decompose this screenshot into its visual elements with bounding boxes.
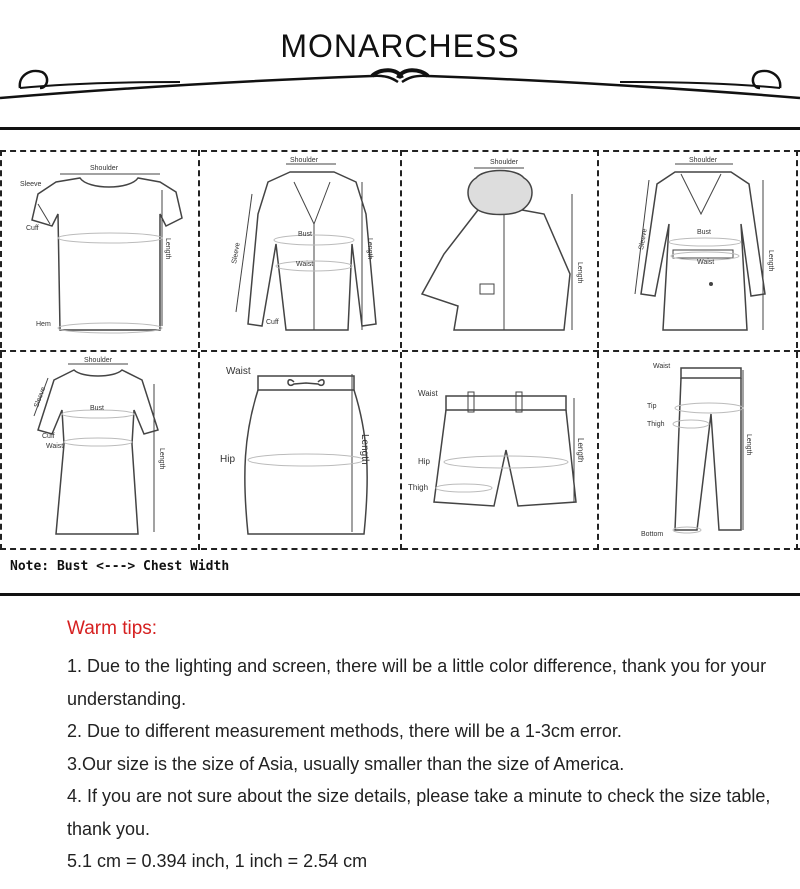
bust-note: Note: Bust <---> Chest Width — [10, 559, 230, 574]
grid-line — [400, 150, 402, 550]
grid-line — [796, 150, 798, 550]
cape-diagram — [404, 154, 596, 348]
tip-item: 2. Due to different measurement methods, there will be a 1-3cm error. — [67, 721, 622, 741]
length-label: Length — [164, 238, 171, 260]
waist-label: Waist — [296, 261, 314, 268]
shorts-diagram — [404, 354, 596, 546]
length-label: Length — [576, 438, 585, 463]
tips-title: Warm tips: — [67, 618, 158, 639]
bottom-rule — [0, 593, 800, 596]
tip-item: 3.Our size is the size of Asia, usually smaller than the size of America. — [67, 753, 625, 774]
shoulder-label: Shoulder — [290, 157, 319, 164]
waist-label: Waist — [46, 443, 64, 450]
tshirt-diagram — [4, 154, 196, 348]
pants-diagram — [601, 354, 794, 546]
sleeve-label: Sleeve — [638, 228, 649, 251]
brand-title: MONARCHESS — [280, 28, 520, 64]
tip-item: 4. If you are not sure about the size details, please take a minute to check the size table, thank you. — [67, 786, 771, 839]
length-label: Length — [767, 250, 774, 272]
sleeve-label: Sleeve — [33, 386, 48, 409]
tip-label: Tip — [647, 403, 657, 410]
shoulder-label: Shoulder — [689, 157, 718, 164]
tip-item: 1. Due to the lighting and screen, there will be a little color difference, thank you for your understanding. — [67, 656, 767, 709]
top-rule — [0, 127, 800, 130]
cuff-label: Cuff — [266, 319, 279, 326]
sleeve-label: Sleeve — [20, 181, 42, 188]
waist-label: Waist — [697, 259, 715, 266]
shoulder-label: Shoulder — [84, 357, 113, 364]
grid-line — [198, 150, 200, 550]
decorative-flourish — [0, 58, 800, 108]
coat-diagram — [601, 154, 794, 348]
length-label: Length — [158, 448, 165, 470]
thigh-label: Thigh — [647, 421, 665, 428]
grid-line — [597, 150, 599, 550]
hip-label: Hip — [220, 454, 236, 465]
sleeve-label: Sleeve — [231, 242, 242, 265]
cuff-label: Cuff — [42, 433, 55, 440]
blazer-diagram — [202, 154, 398, 348]
shoulder-label: Shoulder — [90, 165, 119, 172]
garment-diagram-grid — [0, 150, 800, 550]
waist-label: Waist — [653, 363, 671, 370]
length-label: Length — [576, 262, 583, 284]
bust-label: Bust — [697, 229, 712, 236]
dress-diagram — [4, 354, 196, 546]
shoulder-label: Shoulder — [490, 159, 519, 166]
warm-tips — [67, 618, 777, 878]
grid-line — [0, 150, 2, 550]
length-label: Length — [745, 434, 752, 456]
waist-label: Waist — [226, 366, 251, 377]
bust-label: Bust — [90, 405, 105, 412]
cuff-label: Cuff — [26, 225, 39, 232]
tip-item: 5.1 cm = 0.394 inch, 1 inch = 2.54 cm — [67, 851, 368, 871]
bottom-label: Bottom — [641, 531, 664, 538]
skirt-diagram — [202, 354, 398, 546]
length-label: Length — [366, 238, 373, 260]
length-label: Length — [359, 434, 370, 465]
bust-label: Bust — [298, 231, 313, 238]
waist-label: Waist — [418, 389, 438, 398]
hip-label: Hip — [418, 457, 431, 466]
hem-label: Hem — [36, 321, 51, 328]
thigh-label: Thigh — [408, 483, 429, 492]
